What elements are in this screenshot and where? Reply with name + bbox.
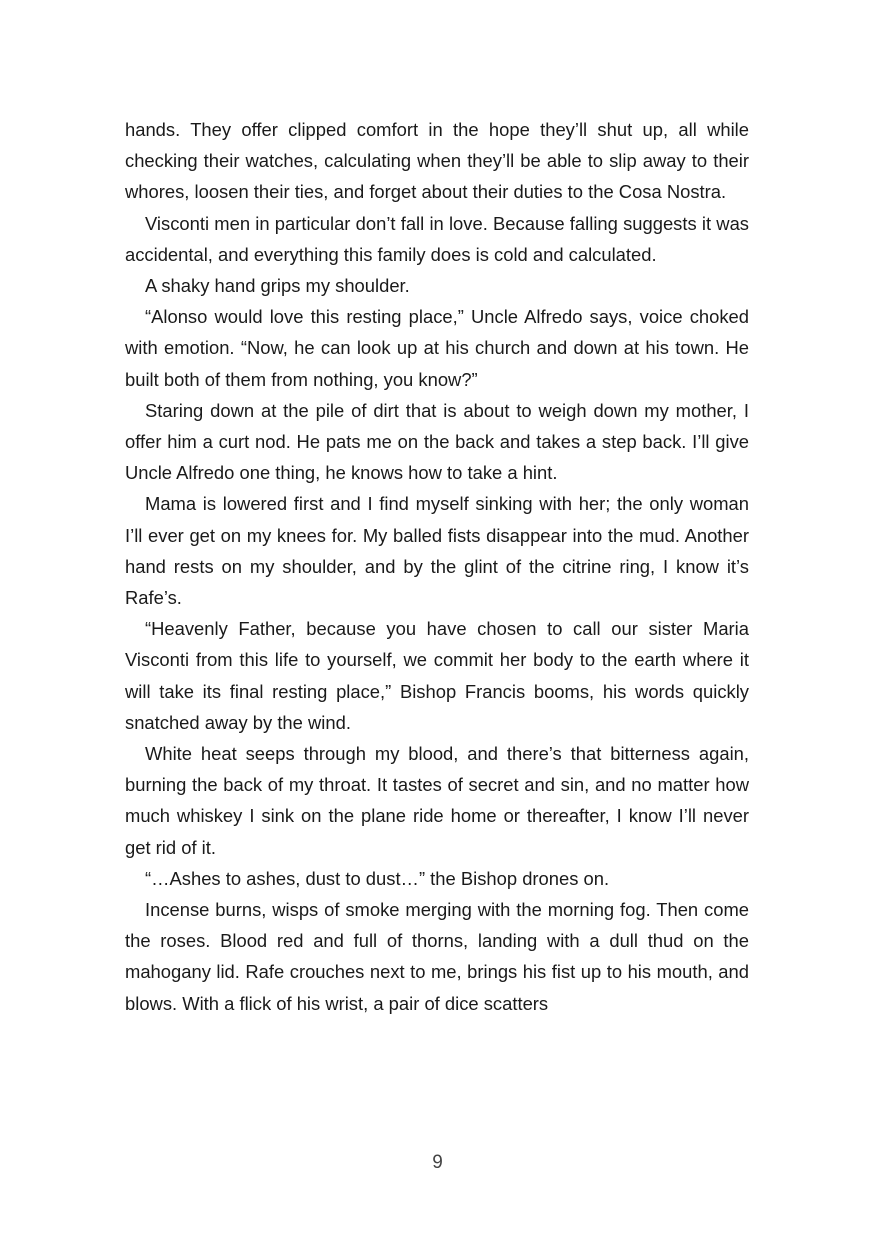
- paragraph: Mama is lowered first and I find myself sinking with her; the only woman I’ll ever get on my knees for. My balled fists disappear into the mud. Another hand rests on my shoulder, and by the glint of the citrine ring, I know it’s Rafe’s.: [125, 493, 749, 609]
- page-number: 9: [432, 1152, 443, 1173]
- paragraph: Visconti men in particular don’t fall in love. Because falling suggests it was accidental, and everything this family does is cold and calculated.: [125, 212, 749, 265]
- paragraph: “Heavenly Father, because you have chosen to call our sister Maria Visconti from this life to yourself, we commit her body to the earth where it will take its final resting place,” Bishop Francis booms, his words quickly snatched away by the wind.: [125, 618, 749, 733]
- paragraph: White heat seeps through my blood, and there’s that bitterness again, burning the back of my throat. It tastes of secret and sin, and no matter how much whiskey I sink on the plane ride home or thereafter, I know I’ll never get rid of it.: [125, 743, 749, 858]
- page-body: [125, 114, 749, 1019]
- paragraph: A shaky hand grips my shoulder.: [145, 275, 410, 297]
- paragraph: Incense burns, wisps of smoke merging with the morning fog. Then come the roses. Blood red and full of thorns, landing with a dull thud on the mahogany lid. Rafe crouches next to me, brings his fist up to his mouth, and blows. With a flick of his wrist, a pair of dice scatters: [125, 899, 749, 1014]
- paragraph: “Alonso would love this resting place,” Uncle Alfredo says, voice choked with emotion. “Now, he can look up at his church and down at his town. He built both of them from nothing, you know?”: [125, 306, 749, 390]
- paragraph: Staring down at the pile of dirt that is about to weigh down my mother, I offer him a curt nod. He pats me on the back and takes a step back. I’ll give Uncle Alfredo one thing, he knows how to take a hint.: [125, 399, 749, 484]
- paragraph: hands. They offer clipped comfort in the hope they’ll shut up, all while checking their watches, calculating when they’ll be able to slip away to their whores, loosen their ties, and forget about their duties to the Cosa Nostra.: [125, 119, 749, 203]
- paragraph: “…Ashes to ashes, dust to dust…” the Bishop drones on.: [145, 867, 610, 889]
